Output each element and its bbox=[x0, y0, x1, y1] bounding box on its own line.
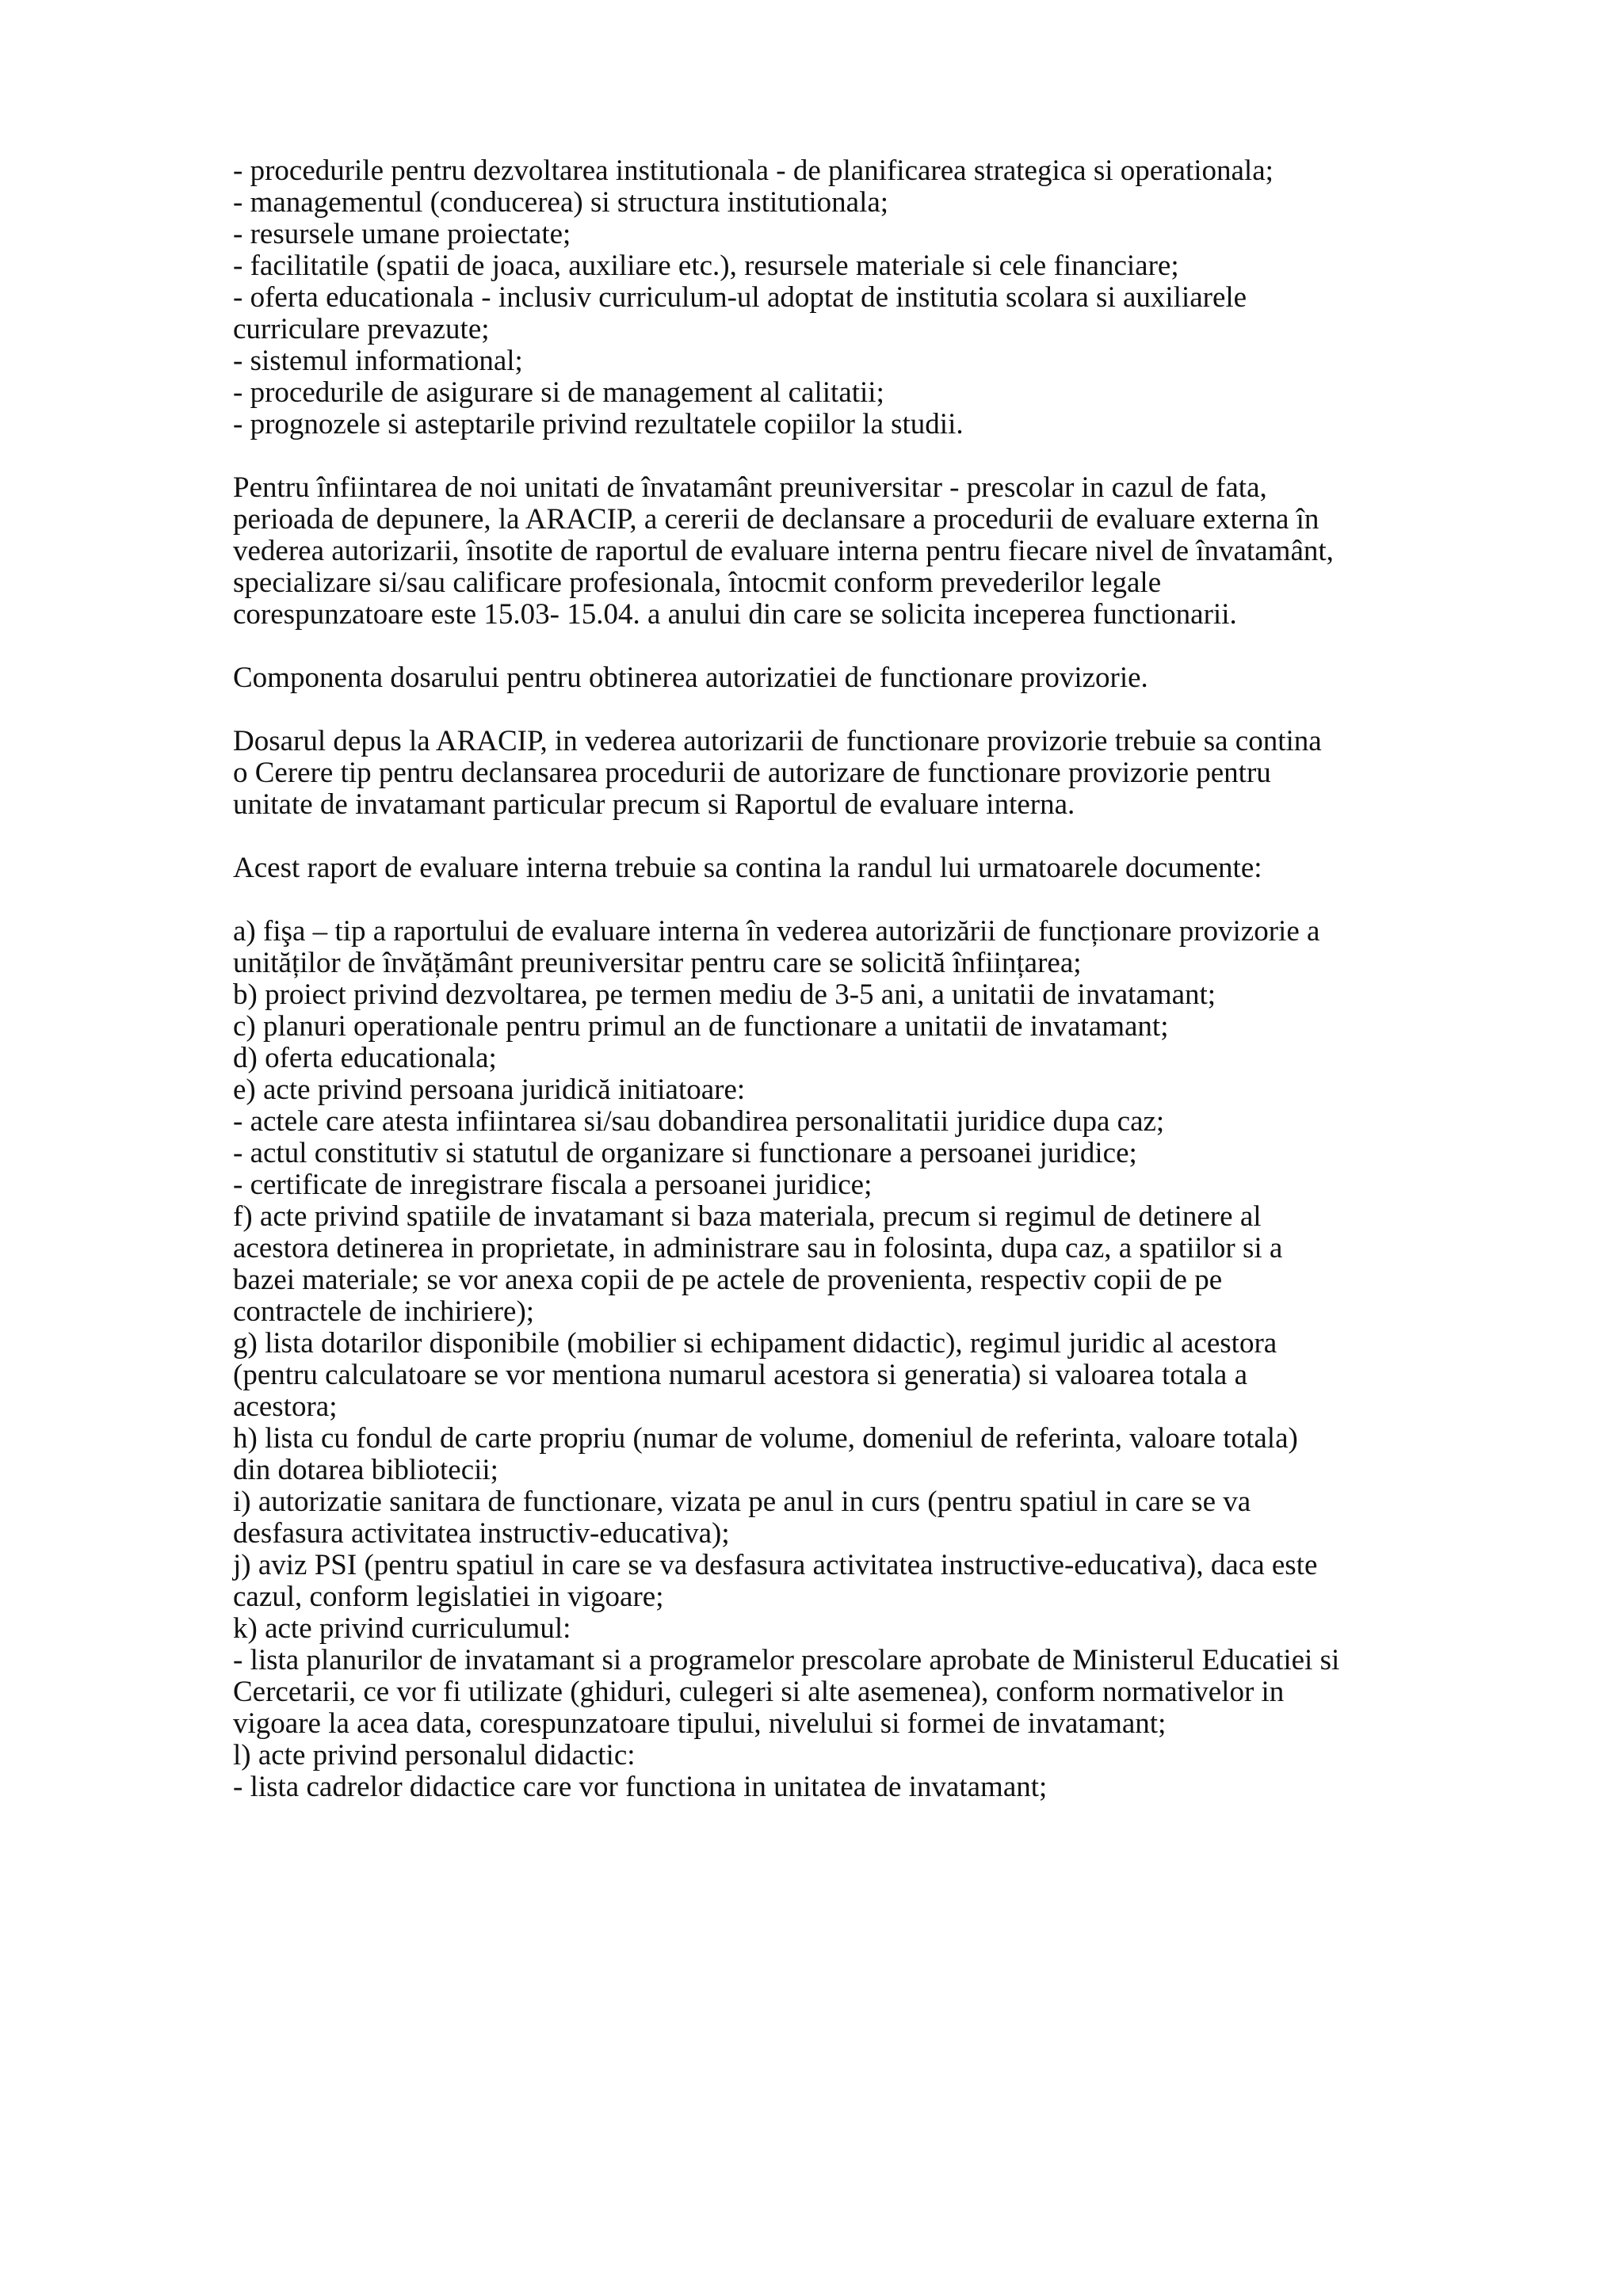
text-line: - lista planurilor de invatamant si a programelor prescolare aprobate de Ministerul Educatiei si bbox=[233, 1644, 1340, 1676]
document-page bbox=[233, 155, 1501, 1803]
paragraph-gap bbox=[233, 694, 1501, 726]
paragraph-gap bbox=[233, 821, 1501, 852]
text-line: din dotarea bibliotecii; bbox=[233, 1454, 498, 1486]
text-line: - actele care atesta infiintarea si/sau dobandirea personalitatii juridice dupa caz; bbox=[233, 1105, 1165, 1138]
text-line: - managementul (conducerea) si structura institutionala; bbox=[233, 186, 889, 219]
dossier-paragraph bbox=[233, 726, 1501, 821]
dossier-heading bbox=[233, 662, 1501, 694]
text-line: l) acte privind personalul didactic: bbox=[233, 1739, 636, 1772]
text-line: - procedurile de asigurare si de management al calitatii; bbox=[233, 376, 884, 409]
text-line: corespunzatoare este 15.03- 15.04. a anului din care se solicita inceperea functionarii. bbox=[233, 598, 1237, 631]
founding-paragraph bbox=[233, 472, 1501, 631]
text-line: - facilitatile (spatii de joaca, auxiliare etc.), resursele materiale si cele financiare; bbox=[233, 250, 1179, 282]
text-line: c) planuri operationale pentru primul an de functionare a unitatii de invatamant; bbox=[233, 1010, 1169, 1043]
text-line: - prognozele si asteptarile privind rezultatele copiilor la studii. bbox=[233, 408, 964, 441]
documents-list bbox=[233, 916, 1501, 1803]
text-line: unităților de învățământ preuniversitar pentru care se solicită înființarea; bbox=[233, 947, 1082, 979]
text-line: o Cerere tip pentru declansarea procedurii de autorizare de functionare provizorie pentru bbox=[233, 757, 1271, 789]
paragraph-gap bbox=[233, 884, 1501, 916]
text-line: d) oferta educationala; bbox=[233, 1042, 497, 1074]
text-line: - resursele umane proiectate; bbox=[233, 218, 571, 250]
text-line: vederea autorizarii, însotite de raportul de evaluare interna pentru fiecare nivel de învatamânt, bbox=[233, 535, 1334, 567]
text-line: Dosarul depus la ARACIP, in vederea autorizarii de functionare provizorie trebuie sa contina bbox=[233, 725, 1322, 757]
text-line: bazei materiale; se vor anexa copii de pe actele de provenienta, respectiv copii de pe bbox=[233, 1264, 1223, 1296]
text-line: Cercetarii, ce vor fi utilizate (ghiduri, culegeri si alte asemenea), conform normativelor in bbox=[233, 1676, 1285, 1708]
text-line: - actul constitutiv si statutul de organizare si functionare a persoanei juridice; bbox=[233, 1137, 1137, 1169]
text-line: desfasura activitatea instructiv-educativa); bbox=[233, 1517, 730, 1550]
text-line: i) autorizatie sanitara de functionare, vizata pe anul in curs (pentru spatiul in care se va bbox=[233, 1486, 1251, 1518]
text-line: perioada de depunere, la ARACIP, a cererii de declansare a procedurii de evaluare externa în bbox=[233, 503, 1319, 536]
text-line: cazul, conform legislatiei in vigoare; bbox=[233, 1581, 664, 1613]
text-line: g) lista dotarilor disponibile (mobilier si echipament didactic), regimul juridic al acestora bbox=[233, 1327, 1277, 1360]
text-line: j) aviz PSI (pentru spatiul in care se va desfasura activitatea instructive-educativa), daca este bbox=[233, 1549, 1318, 1581]
text-line: - sistemul informational; bbox=[233, 345, 523, 377]
text-line: b) proiect privind dezvoltarea, pe termen mediu de 3-5 ani, a unitatii de invatamant; bbox=[233, 978, 1216, 1011]
text-line: e) acte privind persoana juridică initiatoare: bbox=[233, 1074, 746, 1106]
text-line: - procedurile pentru dezvoltarea institutionala - de planificarea strategica si operationala; bbox=[233, 154, 1274, 187]
text-line: - lista cadrelor didactice care vor functiona in unitatea de invatamant; bbox=[233, 1771, 1048, 1803]
text-line: curriculare prevazute; bbox=[233, 313, 490, 345]
text-line: (pentru calculatoare se vor mentiona numarul acestora si generatia) si valoarea totala a bbox=[233, 1359, 1248, 1391]
paragraph-gap bbox=[233, 441, 1501, 472]
text-line: Pentru înfiintarea de noi unitati de învatamânt preuniversitar - prescolar in cazul de fata, bbox=[233, 471, 1267, 504]
text-line: acestora; bbox=[233, 1390, 338, 1423]
text-line: vigoare la acea data, corespunzatoare tipului, nivelului si formei de invatamant; bbox=[233, 1707, 1167, 1740]
text-line: Acest raport de evaluare interna trebuie sa contina la randul lui urmatoarele documente: bbox=[233, 852, 1262, 884]
text-line: h) lista cu fondul de carte propriu (numar de volume, domeniul de referinta, valoare totala) bbox=[233, 1422, 1298, 1455]
report-intro bbox=[233, 852, 1501, 884]
text-line: specializare si/sau calificare profesionala, întocmit conform prevederilor legale bbox=[233, 566, 1162, 599]
text-line: acestora detinerea in proprietate, in administrare sau in folosinta, dupa caz, a spatiilor si a bbox=[233, 1232, 1283, 1264]
text-line: - oferta educationala - inclusiv curriculum-ul adoptat de institutia scolara si auxiliarele bbox=[233, 281, 1247, 314]
text-line: - certificate de inregistrare fiscala a persoanei juridice; bbox=[233, 1169, 873, 1201]
intro-list bbox=[233, 155, 1501, 441]
text-line: Componenta dosarului pentru obtinerea autorizatiei de functionare provizorie. bbox=[233, 662, 1148, 694]
text-line: unitate de invatamant particular precum si Raportul de evaluare interna. bbox=[233, 788, 1075, 821]
text-line: contractele de inchiriere); bbox=[233, 1295, 535, 1328]
text-line: a) fişa – tip a raportului de evaluare interna în vederea autorizării de funcționare provizorie a bbox=[233, 915, 1320, 948]
text-line: f) acte privind spatiile de invatamant si baza materiala, precum si regimul de detinere al bbox=[233, 1200, 1262, 1233]
text-line: k) acte privind curriculumul: bbox=[233, 1612, 571, 1645]
paragraph-gap bbox=[233, 631, 1501, 662]
